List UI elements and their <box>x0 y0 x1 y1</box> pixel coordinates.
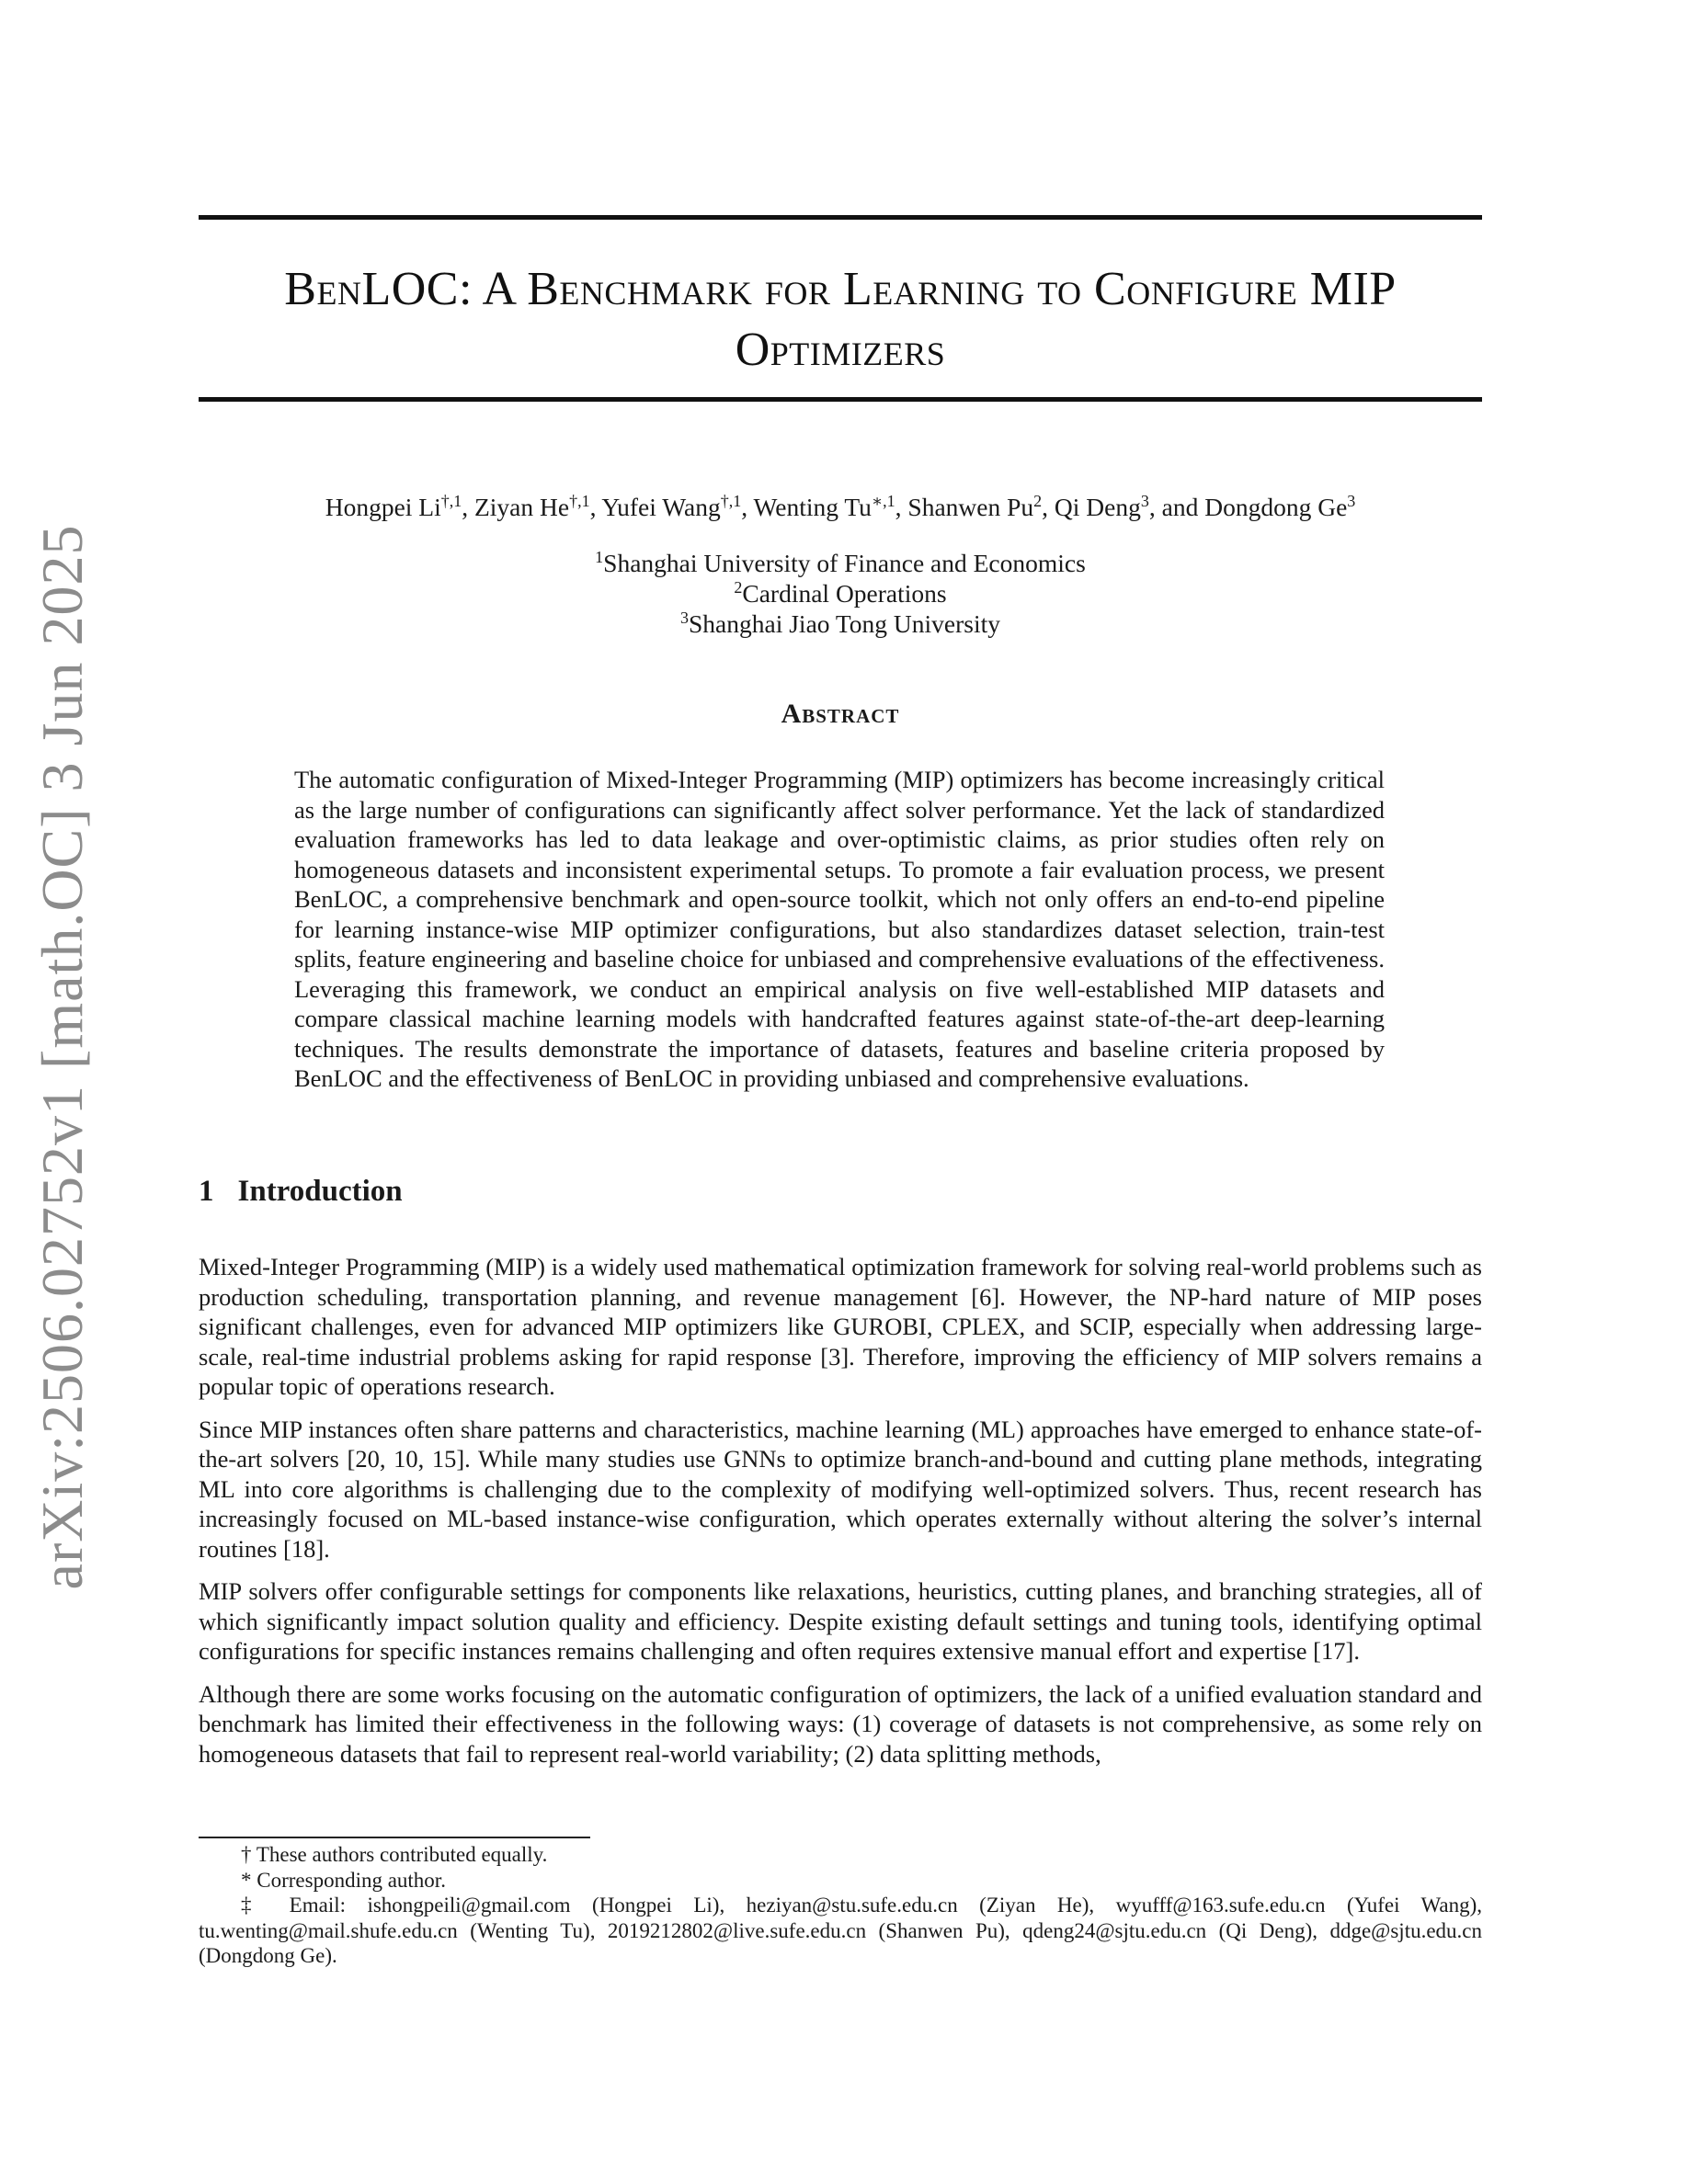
paragraph: Since MIP instances often share patterns and characteristics, machine learning (ML) approaches have emerged to enhance state-of-the-art solvers [20, 10, 15]. While many studies use GNNs to optimize branch-and-bound and cutting plane methods, integrating ML into core algorithms is challenging due to the complexity of modifying well-optimized solvers. Thus, recent research has increasingly focused on ML-based instance-wise configuration, which operates externally without altering the solver’s internal routines [18]. <box>199 1415 1482 1563</box>
abstract-text: The automatic configuration of Mixed-Integer Programming (MIP) optimizers has become increasingly critical as the large number of configurations can significantly affect solver performance. Yet the lack of standardized evaluation frameworks has led to data leakage and over-optimistic claims, as prior studies often rely on homogeneous datasets and inconsistent experimental setups. To promote a fair evaluation process, we present BenLOC, a comprehensive benchmark and open-source toolkit, which not only offers an end-to-end pipeline for learning instance-wise MIP optimizer configurations, but also standardizes dataset selection, train-test splits, feature engineering and baseline choice for unbiased and comprehensive evaluations of the effectiveness. Leveraging this framework, we conduct an empirical analysis on five well-established MIP datasets and compare classical machine learning models with handcrafted features against state-of-the-art deep-learning techniques. The results demonstrate the importance of datasets, features and baseline criteria proposed by BenLOC and the effectiveness of BenLOC in providing unbiased and comprehensive evaluations. <box>294 766 1385 1092</box>
author: Wenting $Tu^{∗,1}$, <box>753 492 908 521</box>
author-list <box>199 492 1482 523</box>
paper-title <box>199 259 1482 381</box>
author: Shanwen Pu$^2$, <box>907 492 1055 521</box>
title-rule-top <box>199 215 1482 220</box>
affiliation: $^3$Shanghai Jiao Tong University <box>680 609 1000 638</box>
footnote-rule <box>199 1837 590 1838</box>
abstract-heading: Abstract <box>781 699 900 729</box>
section-number: 1 <box>199 1175 214 1208</box>
footnote: * Corresponding author. <box>241 1868 446 1892</box>
arxiv-watermark: arXiv:2506.02752v1 [math.OC] 3 Jun 2025 <box>29 524 95 1590</box>
author: Qi Deng$^3$, and <box>1054 492 1205 521</box>
author: Ziyan $He^{\dagger,1}$, <box>473 492 602 521</box>
title-line-1: BenLOC: A Benchmark for Learning to Configure MIP <box>284 263 1397 315</box>
introduction-body <box>199 1252 1482 1781</box>
footnotes <box>199 1842 1482 1969</box>
footnote: † These authors contributed equally. <box>241 1843 548 1866</box>
title-line-2: Optimizers <box>735 324 946 376</box>
affiliation: $^2$Cardinal Operations <box>734 578 947 608</box>
author: Hongpei $Li^{\dagger,1}$, <box>325 492 474 521</box>
section-title: Introduction <box>237 1175 403 1208</box>
affiliation-list <box>199 548 1482 639</box>
section-heading <box>199 1175 403 1209</box>
title-rule-bottom <box>199 397 1482 402</box>
affiliation: $^1$Shanghai University of Finance and Economics <box>595 548 1086 577</box>
author: Yufei Wang$^{\dagger,1}$, <box>601 492 754 521</box>
footnote: ‡ Email: ishongpeili@gmail.com (Hongpei Li), heziyan@stu.sufe.edu.cn (Ziyan He), wyufff@163.sufe.edu.cn (Yufei Wang), tu.wenting@mail.shufe.edu.cn (Wenting Tu), 2019212802@live.sufe.edu.cn (Shanwen Pu), qdeng24@sjtu.edu.cn (Qi Deng), ddge@sjtu.edu.cn (Dongdong Ge). <box>199 1894 1482 1967</box>
paragraph: Mixed-Integer Programming (MIP) is a widely used mathematical optimization framework for solving real-world problems such as production scheduling, transportation planning, and revenue management [6]. However, the NP-hard nature of MIP poses significant challenges, even for advanced MIP optimizers like GUROBI, CPLEX, and SCIP, especially when addressing large-scale, real-time industrial problems asking for rapid response [3]. Therefore, improving the efficiency of MIP solvers remains a popular topic of operations research. <box>199 1253 1482 1400</box>
paragraph: MIP solvers offer configurable settings for components like relaxations, heuristics, cutting planes, and branching strategies, all of which significantly impact solution quality and efficiency. Despite existing default settings and tuning tools, identifying optimal configurations for specific instances remains challenging and often requires extensive manual effort and expertise [17]. <box>199 1577 1482 1665</box>
author: Dongdong Ge$^3$ <box>1204 492 1356 521</box>
paragraph: Although there are some works focusing on the automatic configuration of optimizers, the lack of a unified evaluation standard and benchmark has limited their effectiveness in the following ways: (1) coverage of datasets is not comprehensive, as some rely on homogeneous datasets that fail to represent real-world variability; (2) data splitting methods, <box>199 1679 1482 1768</box>
